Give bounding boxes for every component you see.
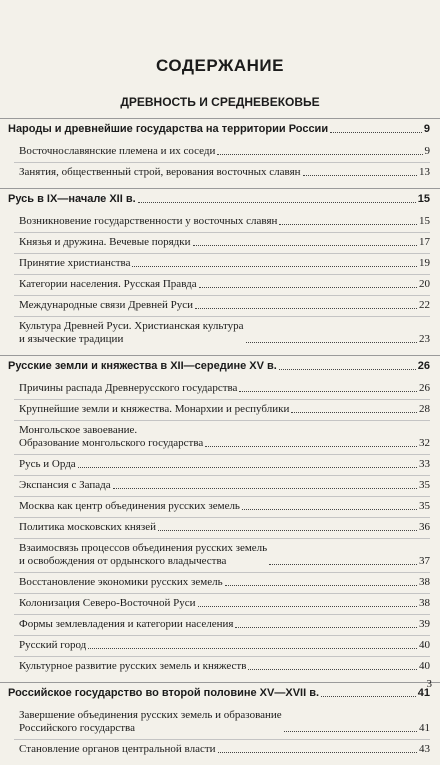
dot-leader: [291, 412, 417, 413]
toc-entry[interactable]: [14, 253, 430, 274]
entry-page-number: 43: [419, 743, 430, 755]
entry-text: Принятие христианства: [19, 257, 131, 269]
page-number: 3: [426, 678, 432, 690]
toc-entry[interactable]: [14, 162, 430, 183]
entry-page-number: 35: [419, 500, 430, 512]
toc-entry[interactable]: [14, 316, 430, 350]
toc-entry[interactable]: [14, 656, 430, 677]
dot-leader: [198, 606, 417, 607]
entry-text: Возникновение государственности у восточных славян: [19, 215, 278, 227]
section-heading-text: Русские земли и княжества в XII—середине XV в.: [8, 360, 277, 372]
section-page-number: 41: [417, 687, 430, 699]
toc-section: [0, 118, 440, 183]
dot-leader: [138, 202, 416, 203]
entry-page-number: 9: [424, 145, 430, 157]
entry-page-number: 40: [419, 639, 430, 651]
dot-leader: [246, 342, 417, 343]
toc-entry[interactable]: [14, 538, 430, 572]
toc-entry-list: [0, 212, 440, 350]
entry-text: Колонизация Северо-Восточной Руси: [19, 597, 196, 609]
entry-text: Причины распада Древнерусского государства: [19, 382, 238, 394]
entry-page-number: 39: [419, 618, 430, 630]
entry-text: Восстановление экономики русских земель: [19, 576, 223, 588]
table-of-contents: [0, 118, 440, 765]
section-page-number: 15: [417, 193, 430, 205]
entry-page-number: 41: [419, 722, 430, 734]
entry-page-number: 15: [419, 215, 430, 227]
dot-leader: [193, 245, 417, 246]
section-heading[interactable]: [0, 360, 440, 373]
toc-entry[interactable]: [14, 232, 430, 253]
toc-section: [0, 682, 440, 760]
entry-text: Становление органов центральной власти: [19, 743, 216, 755]
entry-page-number: 20: [419, 278, 430, 290]
toc-entry-list: [0, 706, 440, 760]
dot-leader: [217, 154, 422, 155]
entry-page-number: 38: [419, 576, 430, 588]
entry-text: Экспансия с Запада: [19, 479, 111, 491]
toc-entry[interactable]: [14, 635, 430, 656]
entry-page-number: 36: [419, 521, 430, 533]
dot-leader: [225, 585, 417, 586]
dot-leader: [303, 175, 417, 176]
dot-leader: [269, 564, 417, 565]
entry-page-number: 17: [419, 236, 430, 248]
dot-leader: [132, 266, 417, 267]
entry-text: Международные связи Древней Руси: [19, 299, 194, 311]
entry-text: Князья и дружина. Вечевые порядки: [19, 236, 191, 248]
entry-text: Монгольское завоевание. Образование монгольского государства: [19, 424, 204, 449]
entry-page-number: 37: [419, 555, 430, 567]
dot-leader: [78, 467, 417, 468]
dot-leader: [239, 391, 417, 392]
section-page-number: 26: [417, 360, 430, 372]
dot-leader: [88, 648, 417, 649]
entry-page-number: 19: [419, 257, 430, 269]
toc-entry[interactable]: [14, 212, 430, 232]
section-page-number: 9: [423, 123, 430, 135]
entry-text: Культура Древней Руси. Христианская культура и языческие традиции: [19, 320, 244, 345]
dot-leader: [279, 224, 417, 225]
toc-entry[interactable]: [14, 593, 430, 614]
entry-text: Москва как центр объединения русских земель: [19, 500, 240, 512]
section-heading-text: Народы и древнейшие государства на территории России: [8, 123, 329, 135]
dot-leader: [218, 752, 417, 753]
toc-entry[interactable]: [14, 142, 430, 162]
dot-leader: [321, 696, 416, 697]
entry-page-number: 28: [419, 403, 430, 415]
toc-entry[interactable]: [14, 706, 430, 739]
entry-text: Русский город: [19, 639, 87, 651]
toc-entry[interactable]: [14, 475, 430, 496]
entry-page-number: 13: [419, 166, 430, 178]
entry-text: Политика московских князей: [19, 521, 156, 533]
dot-leader: [279, 369, 416, 370]
toc-section: [0, 355, 440, 677]
entry-text: Крупнейшие земли и княжества. Монархии и республики: [19, 403, 290, 415]
entry-text: Культурное развитие русских земель и княжеств: [19, 660, 247, 672]
toc-entry[interactable]: [14, 614, 430, 635]
toc-entry[interactable]: [14, 420, 430, 454]
entry-page-number: 32: [419, 437, 430, 449]
entry-text: Занятия, общественный строй, верования восточных славян: [19, 166, 301, 178]
dot-leader: [284, 731, 417, 732]
toc-entry[interactable]: [14, 274, 430, 295]
dot-leader: [205, 446, 417, 447]
entry-text: Категории населения. Русская Правда: [19, 278, 197, 290]
toc-section: [0, 188, 440, 350]
entry-page-number: 40: [419, 660, 430, 672]
dot-leader: [235, 627, 417, 628]
toc-entry-list: [0, 379, 440, 677]
entry-page-number: 26: [419, 382, 430, 394]
toc-entry[interactable]: [14, 399, 430, 420]
dot-leader: [199, 287, 417, 288]
toc-entry[interactable]: [14, 517, 430, 538]
section-heading-text: Российское государство во второй половине XV—XVII в.: [8, 687, 320, 699]
dot-leader: [158, 530, 417, 531]
dot-leader: [195, 308, 417, 309]
dot-leader: [242, 509, 417, 510]
toc-entry-list: [0, 142, 440, 183]
toc-entry[interactable]: [14, 496, 430, 517]
toc-entry[interactable]: [14, 739, 430, 760]
entry-page-number: 35: [419, 479, 430, 491]
section-heading[interactable]: [0, 123, 440, 136]
toc-entry[interactable]: [14, 295, 430, 316]
entry-text: Завершение объединения русских земель и образование Российского государства: [19, 709, 282, 734]
entry-text: Русь и Орда: [19, 458, 76, 470]
dot-leader: [330, 132, 422, 133]
dot-leader: [248, 669, 417, 670]
entry-page-number: 38: [419, 597, 430, 609]
entry-text: Взаимосвязь процессов объединения русских земель и освобождения от ордынского владычества: [19, 542, 268, 567]
part-title: ДРЕВНОСТЬ И СРЕДНЕВЕКОВЬЕ: [120, 95, 320, 109]
entry-page-number: 23: [419, 333, 430, 345]
section-heading[interactable]: [0, 687, 440, 700]
toc-entry[interactable]: [14, 454, 430, 475]
toc-entry[interactable]: [14, 379, 430, 399]
section-heading-text: Русь в IX—начале XII в.: [8, 193, 136, 205]
toc-entry[interactable]: [14, 572, 430, 593]
dot-leader: [113, 488, 417, 489]
entry-text: Восточнославянские племена и их соседи: [19, 145, 216, 157]
section-heading[interactable]: [0, 193, 440, 206]
page-title: СОДЕРЖАНИЕ: [156, 56, 284, 75]
entry-page-number: 33: [419, 458, 430, 470]
entry-page-number: 22: [419, 299, 430, 311]
entry-text: Формы землевладения и категории населения: [19, 618, 234, 630]
